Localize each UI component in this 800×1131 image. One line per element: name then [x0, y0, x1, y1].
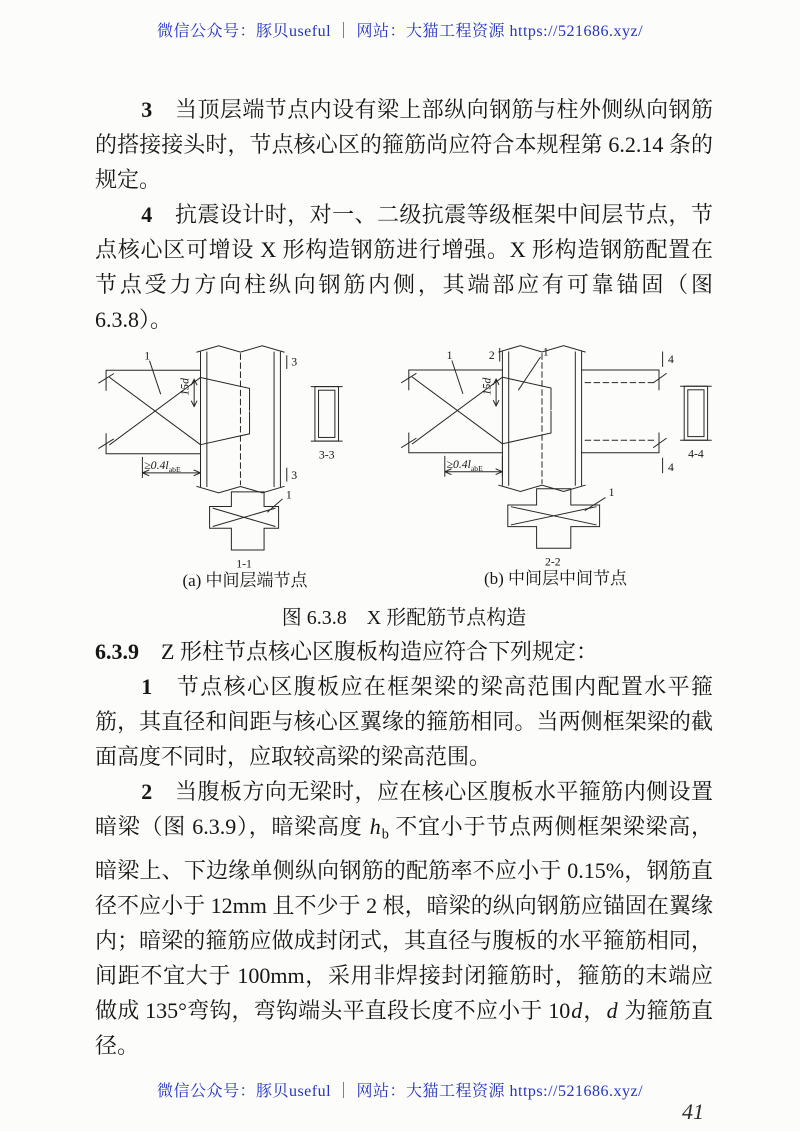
subfigure-a — [95, 343, 395, 592]
figure-diagrams — [95, 343, 713, 592]
label-15d: 15d — [177, 377, 192, 396]
figure-caption: 图 6.3.8 X 形配筋节点构造 — [281, 607, 527, 629]
hook-dimension-line — [493, 379, 498, 406]
label-1-leader — [452, 361, 463, 393]
subcaption-b: (b) 中间层中间节点 — [483, 569, 628, 588]
section-4-4-rebar — [688, 390, 704, 437]
clause-6-3-9-heading: 6.3.9 Z 形柱节点核心区腹板构造应符合下列规定： — [95, 639, 598, 664]
label-section-4-4: 4-4 — [688, 447, 704, 461]
x-rebar-anchor-hooks — [502, 377, 551, 444]
plan-1-1-x-rebar — [213, 508, 275, 526]
label-1-plan: 1 — [285, 487, 292, 502]
plan-label-leader — [268, 499, 283, 512]
plan-2-2-outline — [508, 489, 600, 548]
clause-item-1: 1 节点核心区腹板应在框架梁的梁高范围内配置水平箍筋，其直径和间距与核心区翼缘的箍筋相同。当两侧框架梁的截面高度不同时，应取较高梁的梁高范围。 — [95, 674, 713, 769]
paragraph-clause-3: 3 当顶层端节点内设有梁上部纵向钢筋与柱外侧纵向钢筋的搭接接头时，节点核心区的箍筋尚应符合本规程第 6.2.14 条的规定。 — [95, 97, 713, 192]
end-joint-labels — [144, 348, 334, 570]
subfigure-b — [398, 343, 713, 590]
hook-dimension-line — [191, 379, 196, 406]
label-4-bottom: 4 — [668, 460, 674, 474]
right-beam-rebar — [585, 383, 653, 441]
figure-6-3-8 — [95, 343, 713, 630]
clause-item-2: 2 当腹板方向无梁时，应在核心区腹板水平箍筋内侧设置暗梁（图 6.3.9），暗梁高度 $h_b$ 不宜小于节点两侧框架梁梁高，暗梁上、下边缘单侧纵向钢筋的配筋率不应小于 0.15%，钢筋直径不应小于 12mm 且不少于 2 根，暗梁的纵向钢筋应锚固在翼缘内；暗梁的箍筋应做成封闭式，其直径与腹板的水平箍筋相同，间距不宜大于 100mm，采用非焊接封闭箍筋时，箍筋的末端应做成 135°弯钩，弯钩端头平直段长度不应小于 10d，d 为箍筋直径。 — [95, 779, 713, 1058]
column-break-top — [499, 346, 585, 352]
label-lap-length: $\ge 0.4l_{abE}$ — [144, 458, 181, 474]
label-1: 1 — [446, 349, 453, 363]
plan-2-2-x-rebar — [511, 507, 596, 525]
section-4-4-ticks — [681, 386, 712, 440]
footer-watermark: 微信公众号：豚贝useful ｜ 网站：大猫工程资源 https://521686.xyz/ — [156, 1083, 644, 1100]
label-15d: 15d — [480, 377, 494, 396]
page-content — [95, 92, 713, 1063]
middle-joint-linework — [402, 346, 712, 549]
right-beam-outline — [582, 370, 659, 453]
label-section-3-3: 3-3 — [318, 447, 335, 462]
end-joint-linework — [99, 346, 342, 550]
label-1: 1 — [144, 348, 151, 363]
label-1-column: 1 — [542, 345, 549, 359]
x-rebar-anchor-hooks — [201, 378, 250, 445]
section-3-3-rebar — [319, 390, 335, 437]
label-4-top: 4 — [668, 352, 674, 366]
middle-joint-diagram — [398, 343, 713, 568]
label-lap-length: $\ge 0.4l_{abE}$ — [446, 458, 483, 473]
header-watermark: 微信公众号：豚贝useful ｜ 网站：大猫工程资源 https://521686.xyz/ — [156, 23, 644, 40]
right-beam-break-marks — [654, 374, 667, 448]
label-3-bottom: 3 — [291, 468, 298, 483]
subcaption-a: (a) 中间层端节点 — [182, 571, 308, 590]
plan-1-1-outline — [210, 492, 279, 550]
label-plan-1-1: 1-1 — [236, 556, 252, 570]
column-break-top — [197, 346, 284, 352]
end-joint-diagram — [95, 343, 395, 570]
section-3-3-ticks — [311, 387, 342, 441]
plan-label-leader — [585, 498, 605, 511]
label-1-plan: 1 — [608, 486, 615, 499]
page-number: 41 — [682, 1099, 704, 1124]
label-plan-2-2: 2-2 — [545, 555, 561, 568]
label-2: 2 — [488, 349, 495, 363]
label-3-top: 3 — [291, 354, 298, 369]
label-1-leader — [150, 361, 161, 394]
paragraph-clause-4: 4 抗震设计时，对一、二级抗震等级框架中间层节点，节点核心区可增设 X 形构造钢筋进行增强。X 形构造钢筋配置在节点受力方向柱纵向钢筋内侧，其端部应有可靠锚固（图 6.3.8）。 — [95, 202, 713, 332]
